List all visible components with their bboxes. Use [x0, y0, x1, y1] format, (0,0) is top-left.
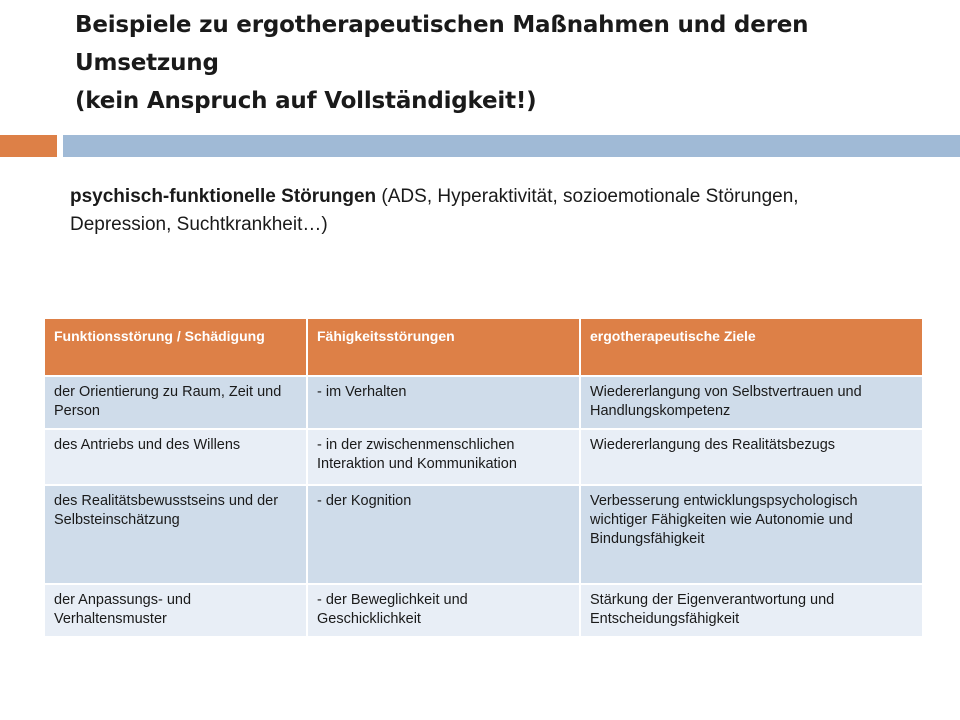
- table-row: [45, 377, 922, 430]
- table-row: [45, 486, 922, 585]
- title-line: Umsetzung: [75, 50, 219, 76]
- header-cell: ergotherapeutische Ziele: [581, 319, 922, 377]
- accent-bar-blue: [63, 135, 960, 157]
- table-row: [45, 585, 922, 638]
- table-cell: - der Beweglichkeit und Geschicklichkeit: [308, 585, 581, 638]
- accent-bar-orange: [0, 135, 57, 157]
- section-subtitle: [70, 183, 900, 239]
- table-cell: des Antriebs und des Willens: [45, 430, 308, 486]
- table-cell: der Orientierung zu Raum, Zeit und Person: [45, 377, 308, 430]
- table-cell: Stärkung der Eigenverantwortung und Entscheidungsfähigkeit: [581, 585, 922, 638]
- title-line: (kein Anspruch auf Vollständigkeit!): [75, 88, 537, 114]
- table-header-row: [45, 319, 922, 377]
- table-cell: Verbesserung entwicklungspsychologisch wichtiger Fähigkeiten wie Autonomie und Bindungsfähigkeit: [581, 486, 922, 585]
- subtitle-rest: (ADS, Hyperaktivität, sozioemotionale Störungen, Depression, Suchtkrankheit…): [70, 186, 799, 235]
- table-cell: - in der zwischenmenschlichen Interaktion und Kommunikation: [308, 430, 581, 486]
- header-cell: Fähigkeitsstörungen: [308, 319, 581, 377]
- table-row: [45, 430, 922, 486]
- table-cell: der Anpassungs- und Verhaltensmuster: [45, 585, 308, 638]
- page-title: [75, 6, 935, 120]
- title-line: Beispiele zu ergotherapeutischen Maßnahmen und deren: [75, 12, 809, 38]
- table-cell: Wiedererlangung des Realitätsbezugs: [581, 430, 922, 486]
- table-cell: - der Kognition: [308, 486, 581, 585]
- header-cell: Funktionsstörung / Schädigung: [45, 319, 308, 377]
- table-cell: Wiedererlangung von Selbstvertrauen und Handlungskompetenz: [581, 377, 922, 430]
- table-cell: des Realitätsbewusstseins und der Selbsteinschätzung: [45, 486, 308, 585]
- subtitle-bold: psychisch-funktionelle Störungen: [70, 186, 377, 207]
- table-cell: - im Verhalten: [308, 377, 581, 430]
- measures-table: [45, 319, 922, 638]
